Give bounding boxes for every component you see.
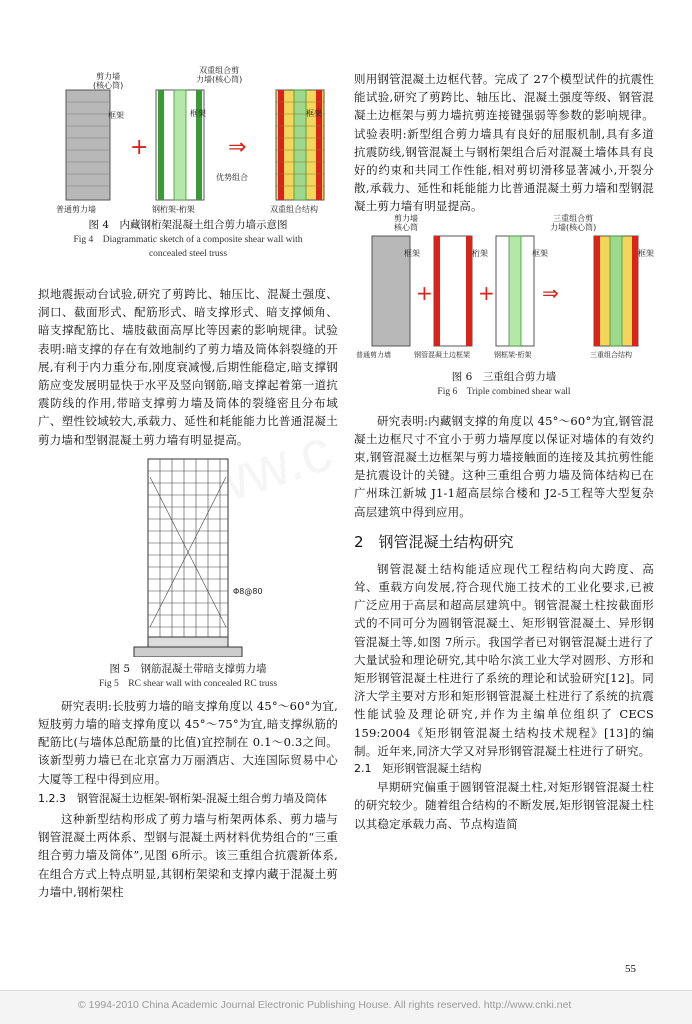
svg-text:⇒: ⇒ — [542, 280, 559, 305]
right-paragraph-2: 研究表明:内藏钢支撑的角度以 45°～60°为宜,钢管混凝土边框尺寸不宜小于剪力墙厚度以保证对墙体的有效约束,钢管混凝土边框架与剪力墙接触面的连接及其抗剪性能是抗震设计的关键。这种三重组合剪力墙及筒体结构已在广州珠江新城 J1-1超高层综合楼和 J2-5工程等大型复杂高层建筑中得到应用。 — [354, 413, 654, 519]
footer-bar — [0, 990, 692, 1024]
fig6-label-bottom-4: 三重组合结构 — [590, 350, 632, 359]
figure-6 — [354, 213, 654, 412]
section-2-title: 2 钢管混凝土结构研究 — [354, 532, 514, 551]
label-frame-1: 框架 — [108, 111, 124, 120]
figure-6-caption-cn: 图 6 三重组合剪力墙 — [451, 370, 557, 383]
label-frame-3: 框架 — [306, 109, 322, 118]
fig6-label-bottom-1: 普通剪力墙 — [356, 350, 391, 359]
left-paragraph-3: 这种新型结构形成了剪力墙与桁架两体系、剪力墙与钢管混凝土两体系、型钢与混凝土两材料优势组合的“三重组合剪力墙及筒体”,见图 6所示。该三重组合抗震新体系,在组合方式上特点明显,其钢桁架梁和支撑内藏于混凝土剪力墙中,钢桁架柱 — [38, 812, 338, 899]
figure-4 — [38, 66, 338, 310]
page-number: 55 — [625, 963, 636, 975]
label-bottom-3: 双重组合结构 — [270, 205, 318, 214]
label-bottom-1: 普通剪力墙 — [56, 205, 96, 214]
figure-5-caption-cn: 图 5 钢筋混凝土带暗支撑剪力墙 — [109, 662, 267, 675]
figure-4-caption-cn: 图 4 内藏钢桁架混凝土组合剪力墙示意图 — [88, 219, 288, 231]
figure-5 — [38, 457, 338, 687]
label-composite-action: 优势组合 — [216, 173, 248, 182]
svg-text:+: + — [478, 280, 495, 305]
fig6-label-frame-2: 桁架 — [472, 248, 488, 258]
figure-6-diagram — [354, 220, 654, 360]
right-paragraph-1: 则用钢管混凝土边框代替。完成了 27个模型试件的抗震性能试验,研究了剪跨比、轴压比、混凝土强度等级、钢管混凝土边框架与剪力墙抗剪连接键强弱等参数的影响规律。试验表明:新型组合剪力墙具有良好的屈服机制,具有多道抗震防线,钢管混凝土与钢桁架组合后对混凝土墙体具有良好的约束和共同工作性能,相对剪切滑移显著减小,开裂分散,承载力、延性和耗能能力比普通混凝土剪力墙和型钢混凝土剪力墙有明显提高。 — [354, 72, 654, 214]
label-frame-2: 框架 — [190, 109, 206, 118]
subsection-2-1: 2.1 矩形钢管混凝土结构 — [354, 762, 482, 776]
subsection-1-2-3: 1.2.3 钢管混凝土边框架-钢桁架-混凝土组合剪力墙及筒体 — [38, 791, 327, 805]
figure-5-label: Φ8@80 — [233, 586, 263, 596]
fig6-label-frame-4: 框架 — [638, 248, 654, 258]
left-paragraph-1: 拟地震振动台试验,研究了剪跨比、轴压比、混凝土强度、洞口、截面形式、配筋形式、暗支撑形式、暗支撑倾角、暗支撑配筋比、墙肢截面高厚比等因素的影响规律。试验表明:暗支撑的存在有效地制约了剪力墙及筒体斜裂缝的开展,有利于内力重分布,刚度衰减慢,后期性能稳定,暗支撑钢筋应变发展明显快于水平及竖向钢筋,暗支撑起着第一道抗震防线的作用,带暗支撑剪力墙及筒体的裂缝密且分布域广、塑性铰域较大,承载力、延性和耗能能力比普通混凝土剪力墙和型钢混凝土剪力墙有明显提高。 — [38, 287, 338, 447]
fig6-label-wall-core: 剪力墙 核心筒 — [394, 213, 418, 232]
figure-4-diagram — [38, 72, 338, 212]
fig6-label-bottom-2: 钢管混凝土边框架 — [414, 350, 470, 359]
label-dual-system: 双重组合剪 力墙(核心筒) — [196, 66, 243, 84]
figure-6-caption-en: Fig 6 Triple combined shear wall — [437, 386, 571, 397]
svg-text:⇒: ⇒ — [228, 135, 247, 160]
right-column — [354, 0, 654, 833]
fig6-label-triple: 三重组合剪 力墙(核心筒) — [550, 213, 597, 232]
left-column — [38, 0, 338, 901]
svg-text:+: + — [130, 135, 149, 160]
plain-wall-1 — [66, 90, 110, 200]
right-paragraph-3: 钢管混凝土结构能适应现代工程结构向大跨度、高耸、重载方向发展,符合现代施工技术的工业化要求,已被广泛应用于高层和超高层建筑中。钢管混凝土柱按截面形式的不同可分为圆钢管混凝土、矩形钢管混凝土、异形钢管混凝土等,如图 7所示。我国学者已对钢管混凝土进行了大量试验和理论研究,其中哈尔滨工业大学对圆形、方形和矩形钢管混凝土柱进行了系统的理论和试验研究[12]。同济大学主要对方形和矩形钢管混凝土柱进行了系统的抗震性能试验及理论研究,并作为主编单位组织了 CECS 159:2004《矩形钢管混凝土结构技术规程》[13]的编制。近年来,同济大学又对异形钢管混凝土柱进行了研究。 — [354, 561, 654, 758]
label-bottom-2: 钢桁架-桁架 — [152, 205, 195, 214]
figure-4-caption-en: Fig 4 Diagrammatic sketch of a composite shear wall with concealed steel truss — [73, 235, 303, 259]
left-paragraph-2: 研究表明:长肢剪力墙的暗支撑角度以 45°～60°为宜,短肢剪力墙的暗支撑角度以 45°～75°为宜,暗支撑纵筋的配筋比(与墙体总配筋量的比值)宜控制在 0.1～0.3之间。该新型剪力墙已在北京富力万丽酒店、大连国际贸易中心大厦等工程中得到应用。 — [38, 698, 338, 786]
fig6-label-frame-1: 框架 — [404, 248, 420, 258]
figure-5-caption-en: Fig 5 RC shear wall with concealed RC truss — [98, 678, 278, 689]
fig6-label-bottom-3: 钢框架-桁架 — [494, 350, 532, 359]
fig6-label-frame-3: 框架 — [532, 248, 548, 258]
right-paragraph-4: 早期研究偏重于圆钢管混凝土柱,对矩形钢管混凝土柱的研究较少。随着组合结构的不断发展,矩形钢管混凝土柱以其稳定承载力高、节点构造简 — [354, 780, 654, 831]
footer-copyright[interactable]: © 1994-2010 China Academic Journal Electronic Publishing House. All rights reserved. http://www.cnki.net — [78, 999, 572, 1011]
svg-text:+: + — [416, 280, 433, 305]
figure-5-diagram — [38, 457, 338, 657]
label-wall-core: 剪力墙 (核心筒) — [93, 72, 124, 90]
